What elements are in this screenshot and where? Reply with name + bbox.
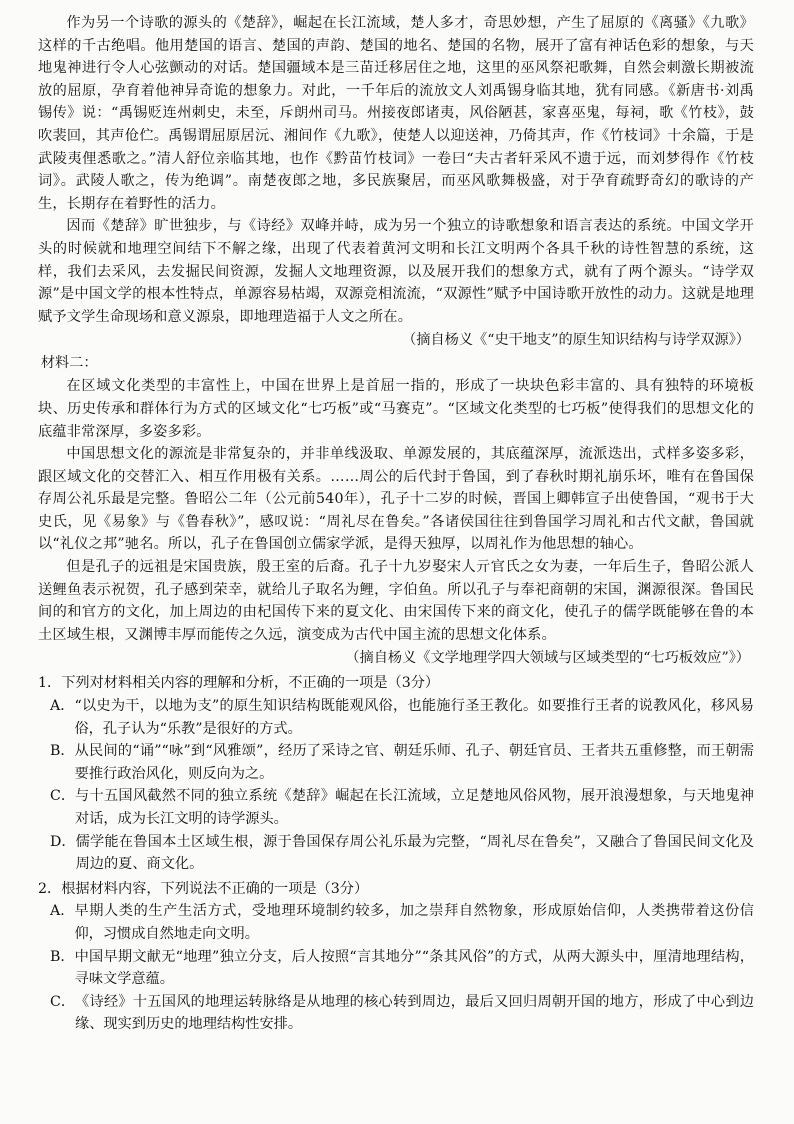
- material-one: [38, 12, 754, 352]
- paragraph: 作为另一个诗歌的源头的《楚辞》，崛起在长江流域，楚人多才，奇思妙想，产生了屈原的《离骚》《九歌》这样的千古绝唱。他用楚国的语言、楚国的声韵、楚国的地名、楚国的名物，展开了富有神话色彩的想象，与天地鬼神进行令人心弦颤动的对话。楚国疆域本是三苗迁移居住之地，这里的巫风祭祀歌舞，自然会刺激长期被流放的屈原，孕育着他神异奇诡的想象力。对此，一千年后的流放文人刘禹锡身临其地，犹有同感。《新唐书·刘禹锡传》说：“禹锡贬连州刺史，未至，斥朗州司马。州接夜郎诸夷，风俗陋甚，家喜巫鬼，每祠，歌《竹枝》，鼓吹裴回，其声伧伫。禹锡谓屈原居沅、湘间作《九歌》，使楚人以迎送神，乃倚其声，作《竹枝词》十余篇，于是武陵夷俚悉歌之。”清人舒位亲临其地，也作《黔苗竹枝词》一卷曰“夫古者轩采风不遗于远，而刘梦得作《竹枝词》。武陵人歌之，传为绝调”。南楚夜郎之地，多民族聚居，而巫风歌舞极盛，对于孕育疏野奇幻的歌诗的产生，长期存在着野性的活力。: [38, 15, 754, 212]
- material-title: 材料二：: [40, 355, 98, 372]
- paragraph: 中国思想文化的源流是非常复杂的，并非单线汲取、单源发展的，其底蕴深厚，流派迭出，式样多姿多彩，跟区域文化的交替汇入、相互作用极有关系。……周公的后代封于鲁国，到了春秋时期礼崩乐坏，唯有在鲁国保存周公礼乐最是完整。鲁昭公二年（公元前540年），孔子十二岁的时候，晋国上卿韩宣子出使鲁国，“观书于大史氏，见《易象》与《鲁春秋》”，感叹说：“周礼尽在鲁矣。”各诸侯国往往到鲁国学习周礼和古代文献，鲁国就以“礼仪之邦”驰名。所以，孔子在鲁国创立儒家学派，是得天独厚，以周礼作为他思想的轴心。: [38, 446, 754, 553]
- option-text: 儒学能在鲁国本土区域生根，源于鲁国保存周公礼乐最为完整，“周礼尽在鲁矣”，又融合了鲁国民间文化及周边的夏、商文化。: [75, 833, 754, 873]
- option-letter: C．: [50, 788, 76, 805]
- option-letter: A．: [50, 903, 75, 920]
- option-d: [38, 831, 754, 876]
- option-text: “以史为干，以地为支”的原生知识结构既能观风俗，也能施行圣王教化。如要推行王者的说教风化，移风易俗，孔子认为“乐教”是很好的方式。: [74, 698, 754, 737]
- question-stem: 1．下列对材料相关内容的理解和分析，不正确的一项是（3分）: [38, 675, 440, 692]
- question-stem: 2．根据材料内容，下列说法不正确的一项是（3分）: [38, 880, 369, 897]
- paragraph: 但是孔子的远祖是宋国贵族，殷王室的后裔。孔子十九岁娶宋人亓官氏之女为妻，一年后生子，鲁昭公派人送鲤鱼表示祝贺，孔子感到荣幸，就给儿子取名为鲤，字伯鱼。所以孔子与奉祀商朝的宋国，渊源很深。鲁国民间的和官方的文化，加上周边的由杞国传下来的夏文化、由宋国传下来的商文化，使孔子的儒学既能够在鲁的本土区域生根，又渊博丰厚而能传之久远，演变成为古代中国主流的思想文化体系。: [38, 559, 754, 643]
- paragraph: 在区域文化类型的丰富性上，中国在世界上是首屈一指的，形成了一块块色彩丰富的、具有独特的环境板块、历史传承和群体行为方式的区域文化“七巧板”或“马赛克”。“区域文化类型的七巧板”使得我们的思想文化的底蕴非常深厚，多姿多彩。: [38, 378, 754, 440]
- material-two: [38, 352, 754, 670]
- option-letter: B．: [50, 948, 75, 965]
- option-text: 《诗经》十五国风的地理运转脉络是从地理的核心转到周边，最后又回归周朝开国的地方，形成了中心到边缘、现实到历史的地理结构性安排。: [75, 993, 754, 1033]
- option-letter: C．: [50, 993, 76, 1010]
- option-letter: B．: [50, 743, 75, 760]
- source-citation: （摘自杨义《文学地理学四大领域与区域类型的“七巧板效应”》）: [345, 650, 750, 667]
- option-a: [38, 695, 754, 740]
- option-b: [38, 740, 754, 785]
- source-citation: （摘自杨义《“史干地支”的原生知识结构与诗学双源》）: [402, 332, 750, 349]
- option-text: 中国早期文献无“地理”独立分支，后人按照“言其地分”“条其风俗”的方式，从两大源头中，厘清地理结构，寻味文学意蕴。: [74, 948, 754, 988]
- question-2: [38, 878, 754, 1036]
- option-text: 从民间的“诵”“咏”到“风雅颂”，经历了采诗之官、朝廷乐师、孔子、朝廷官员、王者共五重修整，而王朝需要推行政治风化，则反向为之。: [74, 743, 754, 782]
- option-text: 与十五国风截然不同的独立系统《楚辞》崛起在长江流域，立足楚地风俗风物，展开浪漫想象，与天地鬼神对话，成为长江文明的诗学源头。: [75, 788, 754, 827]
- option-b: [38, 946, 754, 991]
- option-letter: A．: [50, 698, 75, 715]
- option-text: 早期人类的生产生活方式，受地理环境制约较多，加之崇拜自然物象，形成原始信仰，人类携带着这份信仰，习惯成自然地走向文明。: [74, 903, 754, 942]
- option-letter: D．: [50, 833, 76, 850]
- option-c: [38, 991, 754, 1036]
- option-c: [38, 785, 754, 830]
- question-1: [38, 672, 754, 875]
- paragraph: 因而《楚辞》旷世独步，与《诗经》双峰并峙，成为另一个独立的诗歌想象和语言表达的系统。中国文学开头的时候就和地理空间结下不解之缘，出现了代表着黄河文明和长江文明两个各具千秋的诗性智慧的系统，这样，我们去采风，去发掘民间资源，发掘人文地理资源，以及展开我们的想象方式，就有了两个源头。“诗学双源”是中国文学的根本性特点，单源容易枯竭，双源竞相流流，“双源性”赋予中国诗歌开放性的动力。这就是地理赋予文学生命现场和意义源泉，即地理造福于人文之所在。: [38, 218, 754, 325]
- option-a: [38, 900, 754, 945]
